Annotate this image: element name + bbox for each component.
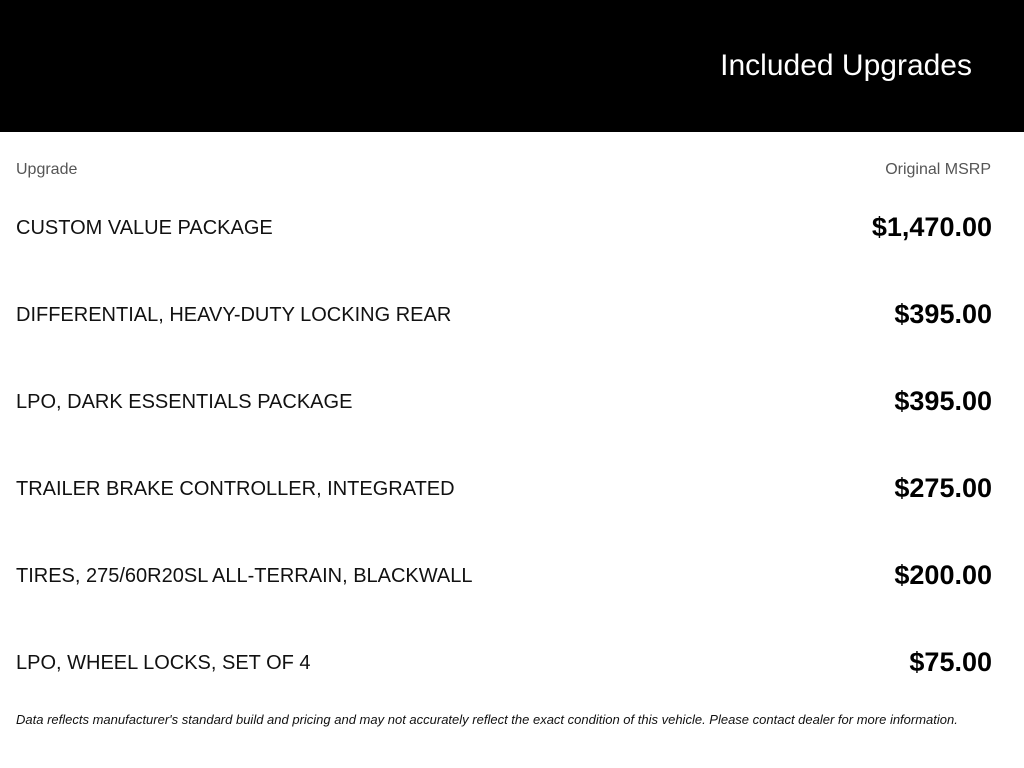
upgrade-price: $395.00 <box>894 299 992 329</box>
upgrade-name: LPO, DARK ESSENTIALS PACKAGE <box>16 391 353 413</box>
upgrade-price: $395.00 <box>894 386 992 416</box>
upgrade-name: LPO, WHEEL LOCKS, SET OF 4 <box>16 652 311 674</box>
upgrade-price: $275.00 <box>894 473 992 503</box>
upgrade-row <box>16 643 992 683</box>
upgrade-price: $1,470.00 <box>871 212 992 242</box>
upgrade-name: CUSTOM VALUE PACKAGE <box>16 217 273 239</box>
disclaimer-text: Data reflects manufacturer's standard build and pricing and may not accurately reflect the exact condition of this vehicle. Please contact dealer for more information. <box>16 712 958 727</box>
upgrade-price: $75.00 <box>909 647 992 677</box>
upgrade-price: $200.00 <box>894 560 992 590</box>
upgrade-row <box>16 382 992 422</box>
page-title: Included Upgrades <box>720 49 972 82</box>
upgrade-name: TIRES, 275/60R20SL ALL-TERRAIN, BLACKWALL <box>16 565 473 587</box>
header-bar <box>0 0 1024 132</box>
upgrade-column-header: Upgrade <box>16 161 78 178</box>
msrp-column-header: Original MSRP <box>885 161 991 178</box>
upgrade-row <box>16 469 992 509</box>
upgrade-row <box>16 556 992 596</box>
upgrade-row <box>16 295 992 335</box>
upgrade-name: DIFFERENTIAL, HEAVY-DUTY LOCKING REAR <box>16 304 452 326</box>
upgrade-row <box>16 208 992 248</box>
upgrade-name: TRAILER BRAKE CONTROLLER, INTEGRATED <box>16 478 455 500</box>
